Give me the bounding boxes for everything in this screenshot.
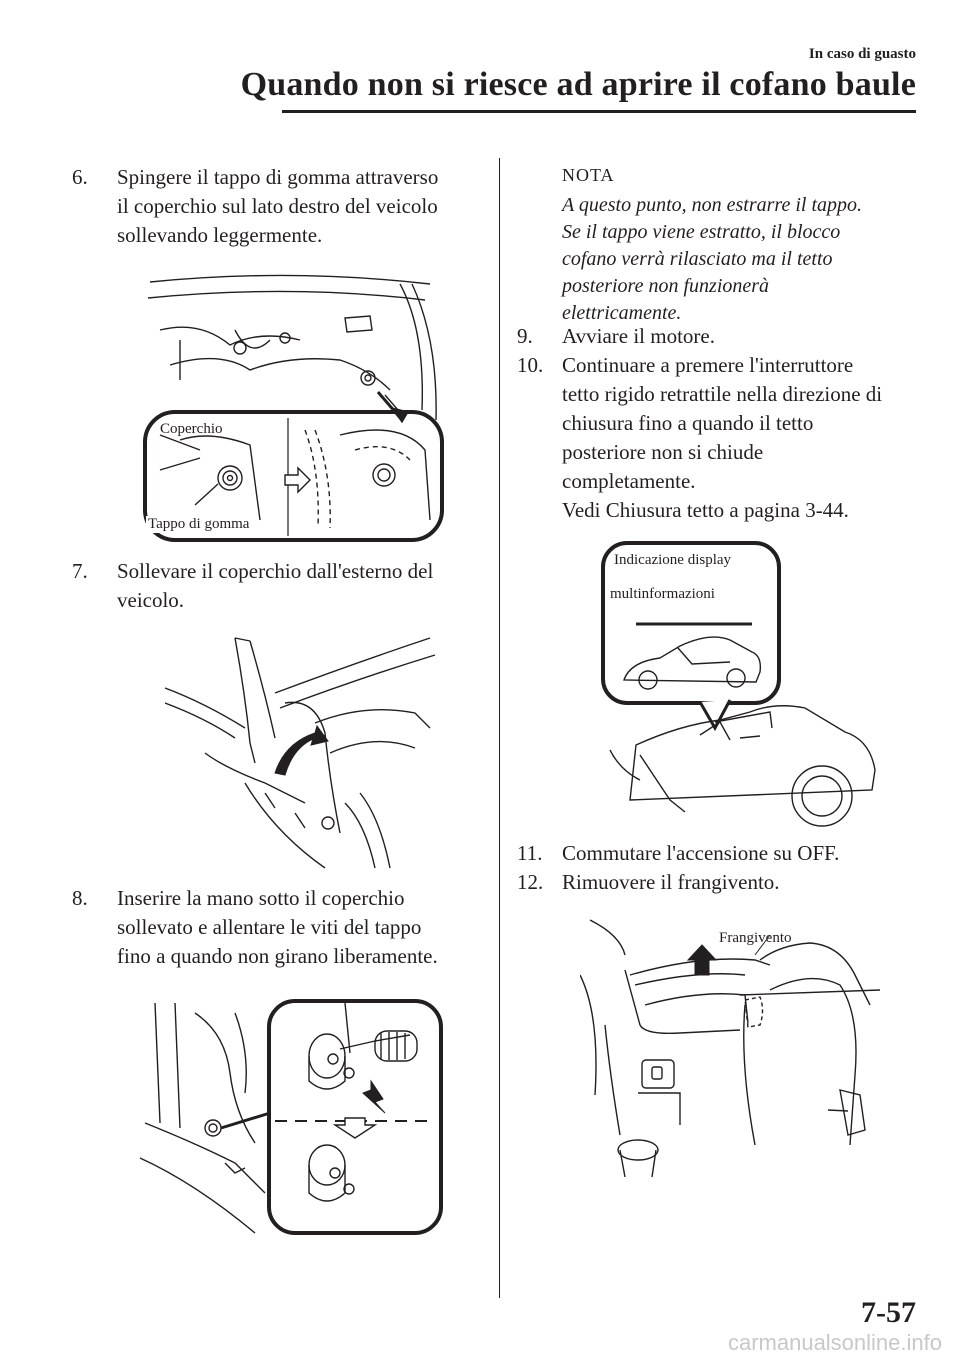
step-number: 8. bbox=[72, 886, 88, 910]
note-line: Se il tappo viene estratto, il blocco bbox=[562, 221, 841, 243]
figure-lift-cover bbox=[165, 633, 440, 873]
label-indicazione-display: Indicazione display bbox=[614, 552, 732, 568]
figure-display bbox=[600, 540, 885, 830]
step-line: Inserire la mano sotto il coperchio bbox=[117, 886, 405, 910]
step-line: Avviare il motore. bbox=[562, 324, 715, 348]
step-9 bbox=[517, 322, 937, 352]
note-heading: NOTA bbox=[562, 165, 615, 185]
page-title: Quando non si riesce ad aprire il cofano baule bbox=[240, 66, 916, 103]
step-line: il coperchio sul lato destro del veicolo bbox=[117, 194, 438, 218]
note-line: cofano verrà rilasciato ma il tetto bbox=[562, 248, 833, 270]
label-tappo-di-gomma: Tappo di gomma bbox=[148, 516, 250, 532]
step-10 bbox=[517, 351, 937, 531]
step-6 bbox=[72, 163, 492, 253]
cover-plug-illustration bbox=[140, 270, 445, 545]
step-line: Vedi Chiusura tetto a pagina 3-44. bbox=[562, 498, 849, 522]
step-number: 11. bbox=[517, 841, 543, 865]
step-line: Commutare l'accensione su OFF. bbox=[562, 841, 840, 865]
step-number: 9. bbox=[517, 324, 533, 348]
step-line: Rimuovere il frangivento. bbox=[562, 870, 780, 894]
step-number: 7. bbox=[72, 559, 88, 583]
display-illustration bbox=[600, 540, 885, 830]
lift-cover-illustration bbox=[165, 633, 440, 873]
label-multinformazioni: multinformazioni bbox=[610, 586, 715, 602]
label-coperchio: Coperchio bbox=[160, 421, 223, 437]
figure-windbreak bbox=[580, 915, 885, 1180]
step-line: fino a quando non girano liberamente. bbox=[117, 944, 438, 968]
note-body bbox=[562, 192, 932, 327]
note-line: A questo punto, non estrarre il tappo. bbox=[562, 194, 862, 216]
note-line: elettricamente. bbox=[562, 302, 682, 324]
step-7 bbox=[72, 557, 492, 617]
step-line: completamente. bbox=[562, 469, 696, 493]
step-line: tetto rigido retrattile nella direzione di bbox=[562, 382, 883, 406]
step-number: 10. bbox=[517, 353, 544, 377]
title-rule bbox=[282, 110, 916, 113]
step-line: veicolo. bbox=[117, 588, 185, 612]
column-divider bbox=[499, 158, 500, 1298]
section-label: In caso di guasto bbox=[808, 46, 916, 62]
figure-unscrew-plug bbox=[135, 993, 445, 1238]
note-line: posteriore non funzionerà bbox=[562, 275, 770, 297]
label-frangivento: Frangivento bbox=[719, 930, 792, 946]
step-line: Sollevare il coperchio dall'esterno del bbox=[117, 559, 434, 583]
step-number: 12. bbox=[517, 870, 544, 894]
step-line: sollevando leggermente. bbox=[117, 223, 323, 247]
unscrew-plug-illustration bbox=[135, 993, 445, 1238]
step-11 bbox=[517, 839, 937, 869]
page-number: 7-57 bbox=[861, 1296, 916, 1329]
step-line: posteriore non si chiude bbox=[562, 440, 764, 464]
step-line: Continuare a premere l'interruttore bbox=[562, 353, 854, 377]
windbreak-illustration bbox=[580, 915, 885, 1180]
step-8 bbox=[72, 884, 492, 974]
step-line: sollevato e allentare le viti del tappo bbox=[117, 915, 422, 939]
step-12 bbox=[517, 868, 937, 898]
footer-watermark-url: carmanualsonline.info bbox=[727, 1330, 942, 1355]
step-line: chiusura fino a quando il tetto bbox=[562, 411, 814, 435]
figure-cover-plug bbox=[140, 270, 445, 545]
step-line: Spingere il tappo di gomma attraverso bbox=[117, 165, 439, 189]
step-number: 6. bbox=[72, 165, 88, 189]
